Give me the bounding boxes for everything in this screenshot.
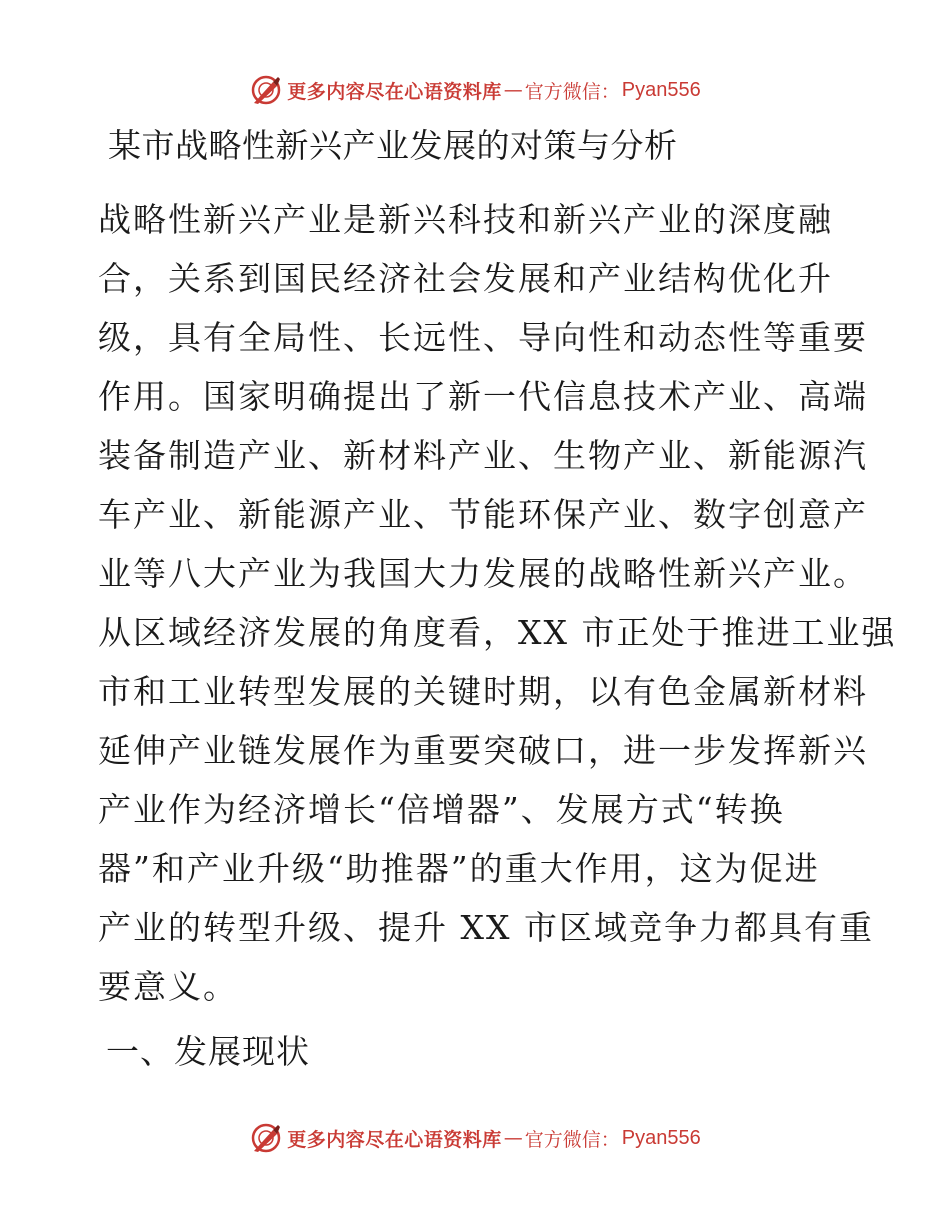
official-wechat-label: 官方微信： <box>524 80 620 103</box>
pen-nib-logo-icon <box>249 73 283 107</box>
paragraph-line: 车产业、新能源产业、节能环保产业、数字创意产 <box>98 495 868 534</box>
paragraph-line: 业等八大产业为我国大力发展的战略性新兴产业。 <box>98 554 868 593</box>
paragraph-line: 要意义。 <box>98 967 238 1006</box>
promo-text: 更多内容尽在心语资料库 <box>287 80 502 103</box>
promo-text: 更多内容尽在心语资料库 <box>287 1128 502 1151</box>
paragraph-line: 市和工业转型发展的关键时期，以有色金属新材料 <box>98 672 868 711</box>
paragraph-line: 从区域经济发展的角度看，XX 市正处于推进工业强 <box>98 613 897 652</box>
separator-dash: — <box>503 1127 523 1149</box>
paragraph-line: 产业的转型升级、提升 XX 市区域竞争力都具有重 <box>98 908 874 947</box>
paragraph-line: 产业作为经济增长“倍增器”、发展方式“转换 <box>98 790 785 829</box>
separator-dash: — <box>503 79 523 101</box>
wechat-id: Pyan556 <box>621 1126 701 1149</box>
official-wechat-label: 官方微信： <box>524 1128 620 1151</box>
paragraph-line: 器”和产业升级“助推器”的重大作用，这为促进 <box>98 849 820 888</box>
pen-nib-logo-icon <box>249 1121 283 1155</box>
paragraph-line: 作用。国家明确提出了新一代信息技术产业、高端 <box>98 377 868 416</box>
section-heading: 一、发展现状 <box>106 1032 310 1071</box>
paragraph-line: 合，关系到国民经济社会发展和产业结构优化升 <box>98 259 833 298</box>
body-paragraph <box>98 190 897 1016</box>
footer-watermark-banner <box>0 1116 950 1160</box>
header-watermark-banner <box>0 68 950 112</box>
paragraph-line: 装备制造产业、新材料产业、生物产业、新能源汽 <box>98 436 868 475</box>
paragraph-line: 延伸产业链发展作为重要突破口，进一步发挥新兴 <box>98 731 868 770</box>
wechat-id: Pyan556 <box>621 78 701 101</box>
paragraph-line: 战略性新兴产业是新兴科技和新兴产业的深度融 <box>98 200 833 239</box>
document-title: 某市战略性新兴产业发展的对策与分析 <box>108 126 678 165</box>
paragraph-line: 级，具有全局性、长远性、导向性和动态性等重要 <box>98 318 868 357</box>
